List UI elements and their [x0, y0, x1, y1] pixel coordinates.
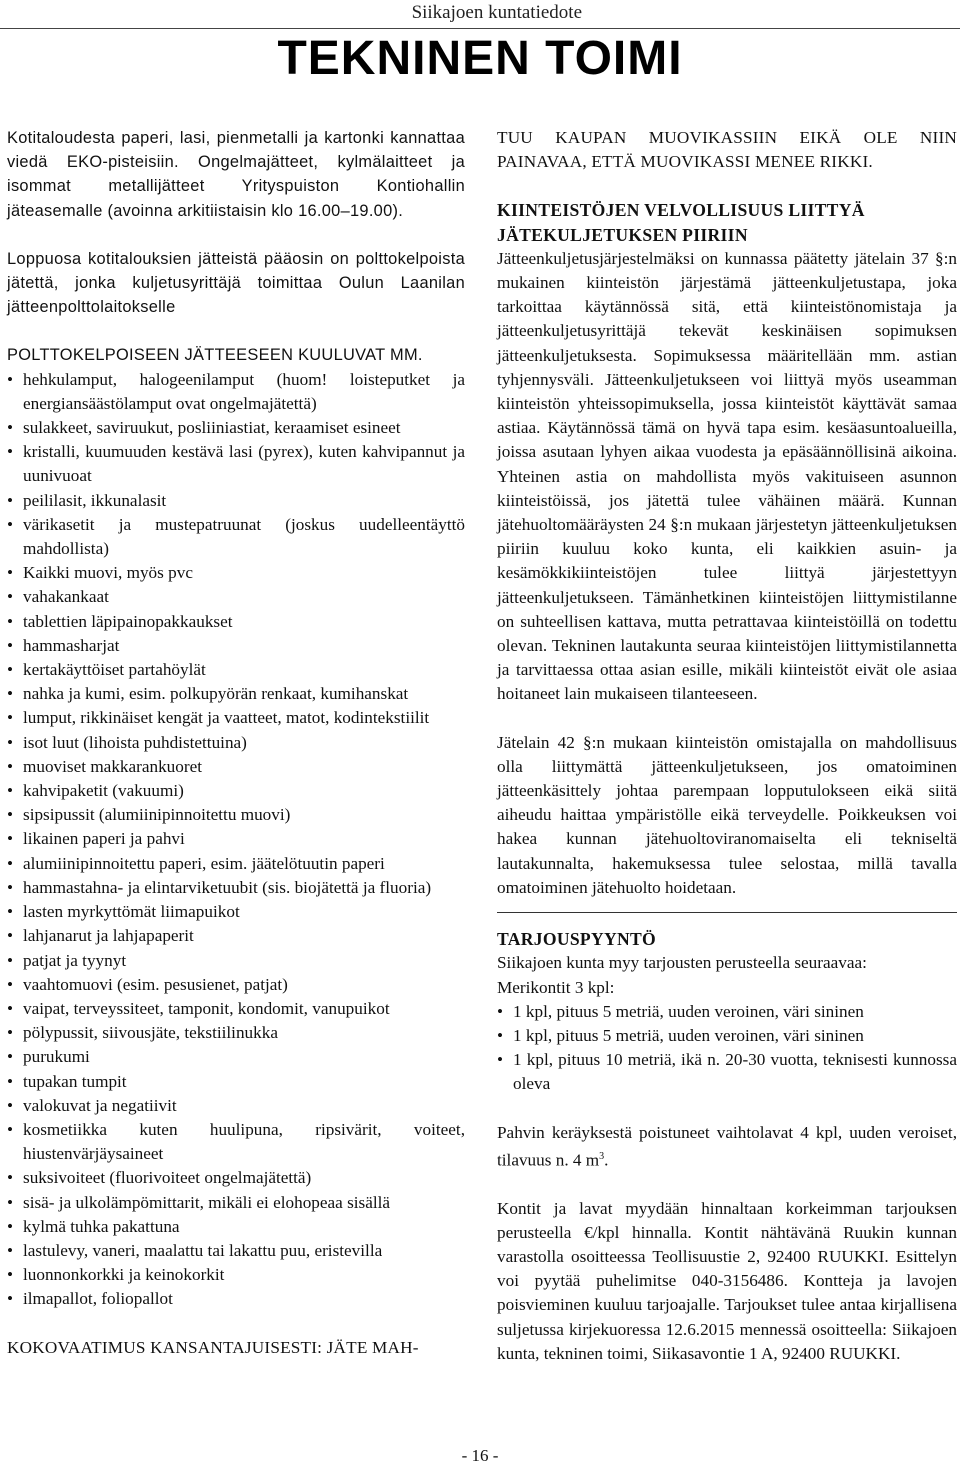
- sale-terms-paragraph: Kontit ja lavat myydään hinnaltaan korkeimman tarjouksen perusteella €/kpl hinnalla. Kontit nähtävänä Ruukin kunnan varastolla osoitteessa Teollisuustie 2, 92400 RUUKKI. Esittelyn voi pyytää puhelimitse 040-3156486. Kontteja ja lavojen poisvieminen kuuluu tarjoajalle. Tarjoukset tulee antaa kirjallisena suljetussa kirjekuoressa 12.6.2015 mennessä osoitteella: Siikajoen kunta, tekninen toimi, Siikasavontie 1 A, 92400 RUUKKI.: [497, 1198, 957, 1363]
- page-title: TEKNINEN TOIMI: [277, 32, 683, 85]
- list-item: • vaahtomuovi (esim. pesusienet, patjat): [7, 973, 465, 997]
- list-item: • lasten myrkyttömät liimapuikot: [7, 900, 465, 924]
- list-item: • kristalli, kuumuuden kestävä lasi (pyrex), kuten kahvipannut ja uunivuoat: [7, 440, 465, 488]
- list-item: • 1 kpl, pituus 5 metriä, uuden veroinen, väri sininen: [497, 1024, 957, 1048]
- property-obligation-heading: KIINTEISTÖJEN VELVOLLISUUS LIITTYÄ JÄTEKULJETUKSEN PIIRIIN: [497, 200, 865, 245]
- list-item: • valokuvat ja negatiivit: [7, 1094, 465, 1118]
- list-item: • muoviset makkarankuoret: [7, 755, 465, 779]
- list-item: • patjat ja tyynyt: [7, 949, 465, 973]
- tender-subheading: Merikontit 3 kpl:: [497, 977, 615, 997]
- intro-paragraph: Kotitaloudesta paperi, lasi, pienmetalli ja kartonki kannattaa viedä EKO-pisteisiin. Ongelmajätteet, kylmälaitteet ja isommat metallijätteet Yrityspuiston Kontiohallin jäteasemalle (avoinna arkitiistaisin klo 16.00–19.00).: [7, 129, 465, 220]
- list-item: • peililasit, ikkunalasit: [7, 489, 465, 513]
- list-item: • tupakan tumpit: [7, 1070, 465, 1094]
- list-item: • kylmä tuhka pakattuna: [7, 1215, 465, 1239]
- list-item: • hehkulamput, halogeenilamput (huom! loisteputket ja energiansäästölamput ovat ongelmajätettä): [7, 368, 465, 416]
- list-item: • lumput, rikkinäiset kengät ja vaatteet, matot, kodintekstiilit: [7, 706, 465, 730]
- exemption-paragraph: Jätelain 42 §:n mukaan kiinteistön omistajalla on mahdollisuus olla liittymättä jätteenkuljetukseen, jos omatoiminen jätteenkäsittely johtaa parempaan lopputulokseen eikä siitä aiheudu haittaa ympäristölle eikä terveydelle. Poikkeuksen voi hakea kunnan jätehuoltoviranomaiselta eli tekniseltä lautakunnalta, hakemuksessa tulee selostaa, millä tavalla omatoiminen jätehuolto hoidetaan.: [497, 732, 957, 897]
- list-item: • tablettien läpipainopakkaukset: [7, 610, 465, 634]
- list-item: • nahka ja kumi, esim. polkupyörän renkaat, kumihanskat: [7, 682, 465, 706]
- list-item: • hammastahna- ja elintarviketuubit (sis. biojätettä ja fluoria): [7, 876, 465, 900]
- list-item: • vaipat, terveyssiteet, tamponit, kondomit, vanupuikot: [7, 997, 465, 1021]
- list-item: • alumiinipinnoitettu paperi, esim. jäätelötuutin paperi: [7, 852, 465, 876]
- list-item: • purukumi: [7, 1045, 465, 1069]
- page-header: [0, 0, 960, 100]
- list-item: • sisä- ja ulkolämpömittarit, mikäli ei elohopeaa sisällä: [7, 1191, 465, 1215]
- list-item: • suksivoiteet (fluorivoiteet ongelmajätettä): [7, 1166, 465, 1190]
- section-divider: [497, 912, 957, 913]
- list-item: • hammasharjat: [7, 634, 465, 658]
- publication-name: Siikajoen kuntatiedote: [411, 2, 582, 23]
- list-item: • kosmetiikka kuten huulipuna, ripsivärit, voiteet, hiustenvärjäysaineet: [7, 1118, 465, 1166]
- list-item: • värikasetit ja mustepatruunat (joskus uudelleentäyttö mahdollista): [7, 513, 465, 561]
- list-item: • pölypussit, siivousjäte, tekstiilinukka: [7, 1021, 465, 1045]
- tender-heading: TARJOUSPYYNTÖ: [497, 929, 656, 950]
- right-column: [497, 126, 957, 1366]
- roll-off-text: Pahvin keräyksestä poistuneet vaihtolavat 4 kpl, uuden veroiset, tilavuus n. 4 m: [497, 1122, 957, 1170]
- continued-statement: TUU KAUPAN MUOVIKASSIIN EIKÄ OLE NIIN PAINAVAA, ETTÄ MUOVIKASSI MENEE RIKKI.: [497, 128, 957, 172]
- list-item: • lastulevy, vaneri, maalattu tai lakattu puu, eristevilla: [7, 1239, 465, 1263]
- roll-off-end: .: [604, 1150, 609, 1170]
- list-item: • lahjanarut ja lahjapaperit: [7, 924, 465, 948]
- list-item: • kertakäyttöiset partahöylät: [7, 658, 465, 682]
- left-column: [7, 126, 465, 1360]
- header-rule: [0, 28, 960, 29]
- tender-intro: Siikajoen kunta myy tarjousten perusteella seuraavaa:: [497, 953, 867, 973]
- list-item: • sulakkeet, saviruukut, posliiniastiat, keraamiset esineet: [7, 416, 465, 440]
- list-item: • sipsipussit (alumiinipinnoitettu muovi): [7, 803, 465, 827]
- list-item: • ilmapallot, foliopallot: [7, 1287, 465, 1311]
- list-item: • Kaikki muovi, myös pvc: [7, 561, 465, 585]
- container-list: [497, 1000, 957, 1097]
- list-item: • likainen paperi ja pahvi: [7, 827, 465, 851]
- list-item: • vahakankaat: [7, 585, 465, 609]
- page-number: - 16 -: [461, 1446, 499, 1465]
- closing-statement: KOKOVAATIMUS KANSANTAJUISESTI: JÄTE MAH-: [7, 1337, 419, 1357]
- obligation-paragraph: Jätteenkuljetusjärjestelmäksi on kunnassa päätetty jätelain 37 §:n mukainen kiinteistön järjestämä jätteenkuljetustapa, joka tarkoittaa käytännössä sitä, että kiinteistönomistaja ja jätteenkuljetusyrittäjä tekevät keskinäisen sopimuksen jätteenkuljetuksesta. Sopimuksessa määritellään mm. astian tyhjennysväli. Jätteenkuljetukseen voi liittyä myös useamman kiinteistön yhteissopimuksella, jossa kiinteistöt käyttävät samaa astiaa. Käytännössä tämä on hyvä tapa esim. kesäasuntoalueilla, joissa asutaan lyhyen aikaa vuodesta ja epäsäännöllisinä aikoina. Yhteinen astia on mahdollista myös vakituiseen asunnon kiinteistöissä, jos jätettä tulee vähäinen määrä. Kunnan jätehuoltomääräysten 24 §:n mukaan järjestetyn jätteenkuljetuksen piiriin kuuluu koko kunta, eli kaikkien asuin- ja kesämökkikiinteistöjen tulee liittyä järjestettyyn jätteenkuljetukseen. Tämänhetkinen kiinteistöjen liittymistilanne on suhteellisen kattava, mutta petrattavaa kiinteistöillä on todettu olevan. Tekninen lautakunta seuraa kiinteistöjen liittymistilannetta ja tarvittaessa ottaa asian esille, mikäli kiinteistöt eivät ole asiaa hoitaneet lain mukaiseen tilanteeseen.: [497, 248, 957, 704]
- list-item: • 1 kpl, pituus 10 metriä, ikä n. 20-30 vuotta, teknisesti kunnossa oleva: [497, 1048, 957, 1096]
- list-item: • 1 kpl, pituus 5 metriä, uuden veroinen, väri sininen: [497, 1000, 957, 1024]
- burnable-waste-list: [7, 368, 465, 1312]
- roll-off-paragraph: [497, 1121, 957, 1173]
- list-item: • luonnonkorkki ja keinokorkit: [7, 1263, 465, 1287]
- incineration-paragraph: Loppuosa kotitalouksien jätteistä pääosin on polttokelpoista jätettä, jonka kuljetusyrittäjä toimittaa Oulun Laanilan jätteenpolttolaitokselle: [7, 249, 465, 317]
- cubic-superscript: 3: [599, 1150, 605, 1162]
- list-item: • isot luut (lihoista puhdistettuina): [7, 731, 465, 755]
- list-item: • kahvipaketit (vakuumi): [7, 779, 465, 803]
- burnable-waste-heading: POLTTOKELPOISEEN JÄTTEESEEN KUULUVAT MM.: [7, 346, 423, 365]
